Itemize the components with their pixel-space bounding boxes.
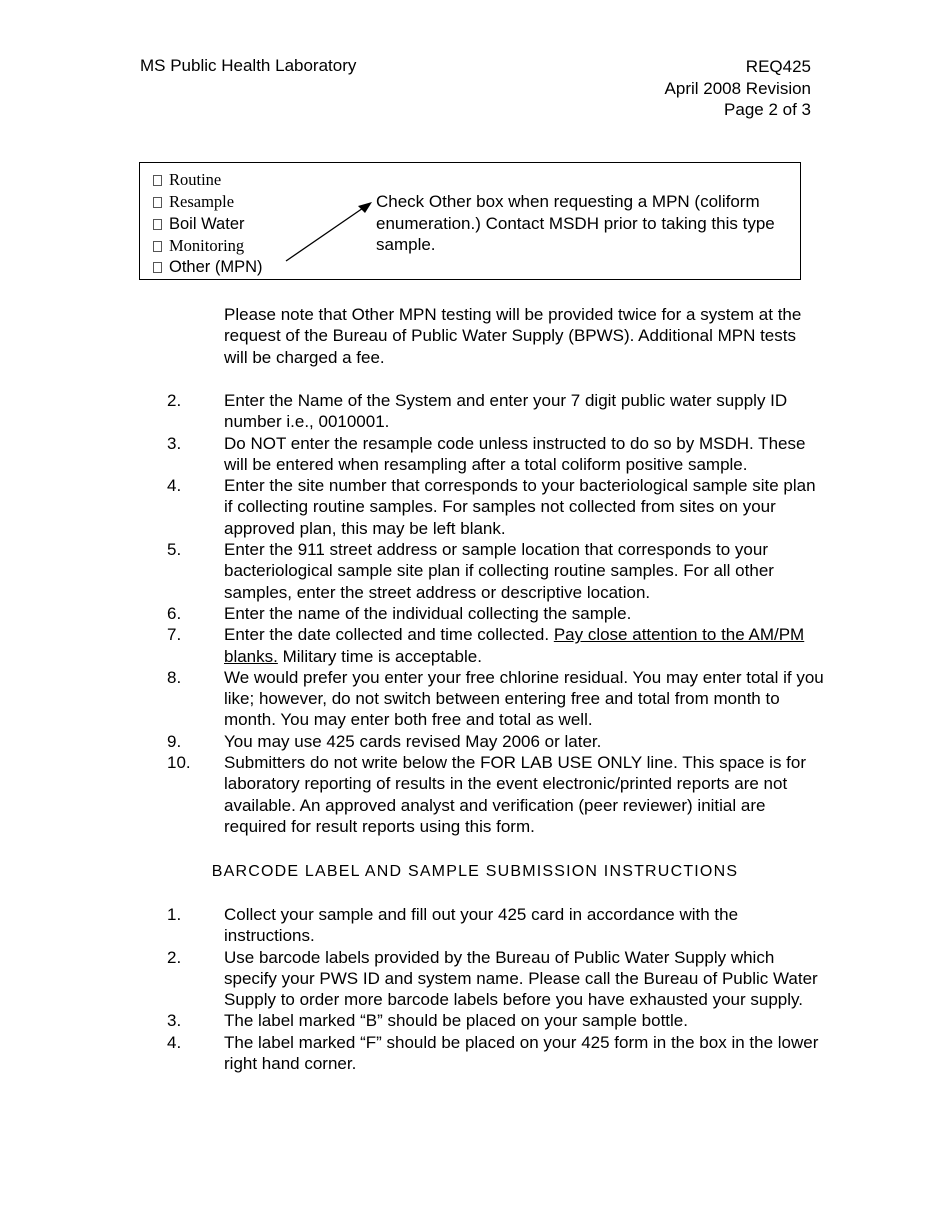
list-item — [167, 603, 827, 624]
option-routine — [153, 169, 263, 191]
item-number: 9. — [167, 731, 182, 751]
item-text: You may use 425 cards revised May 2006 or later. — [224, 731, 602, 751]
item-text: The label marked “B” should be placed on your sample bottle. — [224, 1011, 688, 1031]
option-label: Routine — [169, 170, 222, 189]
item-text: We would prefer you enter your free chlorine residual. You may enter total if you like; however, do not switch between entering free and total from month to month. You may enter both free and total as well. — [224, 667, 824, 730]
option-label: Other (MPN) — [169, 258, 263, 277]
list-item — [167, 433, 827, 476]
list-item — [167, 752, 827, 837]
item-number: 3. — [167, 1011, 182, 1031]
list-item — [167, 539, 827, 603]
item-number: 6. — [167, 603, 182, 623]
item-text: Use barcode labels provided by the Bureau of Public Water Supply which specify your PWS ID and system name. Please call the Bureau of Public Water Supply to order more barcode labels before you have exhausted your supply. — [224, 947, 818, 1010]
item-text-before: Enter the date collected and time collected. — [224, 625, 554, 645]
revision-date: April 2008 Revision — [664, 78, 811, 98]
instruction-list — [167, 390, 827, 837]
item-number: 2. — [167, 947, 182, 967]
list-item — [167, 667, 827, 731]
list-item — [167, 1010, 827, 1031]
barcode-instruction-list — [167, 904, 827, 1074]
option-label: Boil Water — [169, 214, 245, 233]
list-item — [167, 731, 827, 752]
option-label: Resample — [169, 192, 235, 212]
item-text: Enter the name of the individual collecting the sample. — [224, 603, 632, 623]
list-item — [167, 947, 827, 1011]
item-text: Enter the site number that corresponds to your bacteriological sample site plan if collecting routine samples. For samples not collected from sites on your approved plan, this may be left blank. — [224, 476, 816, 538]
page-number: Page 2 of 3 — [724, 100, 811, 119]
item-number: 3. — [167, 433, 182, 453]
mpn-note: Please note that Other MPN testing will be provided twice for a system at the request of the Bureau of Public Water Supply (BPWS). Additional MPN tests will be charged a fee. — [224, 305, 802, 367]
lab-name: MS Public Health Laboratory — [140, 56, 357, 75]
sample-type-options — [153, 169, 263, 278]
option-resample — [153, 191, 263, 213]
item-text: Collect your sample and fill out your 425 card in accordance with the instructions. — [224, 905, 739, 946]
arrow-icon — [280, 198, 380, 268]
list-item — [167, 1032, 827, 1075]
item-text: Enter the Name of the System and enter your 7 digit public water supply ID number i.e., 0010001. — [224, 391, 788, 432]
item-text-after: Military time is acceptable. — [277, 646, 482, 666]
item-number: 4. — [167, 1032, 182, 1052]
item-text: The label marked “F” should be placed on your 425 form in the box in the lower right hand corner. — [224, 1032, 819, 1074]
item-text: Submitters do not write below the FOR LAB USE ONLY line. This space is for laboratory reporting of results in the event electronic/printed reports are not available. An approved analyst and verification (peer reviewer) initial are required for result reports using this form. — [224, 753, 807, 836]
item-text: Do NOT enter the resample code unless instructed to do so by MSDH. These will be entered when resampling after a total coliform positive sample. — [224, 433, 806, 474]
option-label: Monitoring — [169, 235, 245, 255]
option-boil-water — [153, 214, 263, 235]
item-number: 8. — [167, 667, 182, 687]
sample-type-box — [139, 162, 801, 280]
item-number: 1. — [167, 905, 182, 924]
option-other-mpn — [153, 257, 263, 278]
checkbox-icon — [153, 241, 162, 252]
item-number: 7. — [167, 625, 182, 645]
list-item — [167, 475, 827, 539]
list-item — [167, 390, 827, 433]
item-number: 2. — [167, 391, 182, 410]
item-number: 4. — [167, 476, 182, 496]
list-item — [167, 624, 827, 667]
checkbox-icon — [153, 219, 162, 230]
form-header-right — [665, 56, 811, 121]
item-text: Enter the 911 street address or sample location that corresponds to your bacteriological sample site plan if collecting routine samples. For all other samples, enter the street address or descriptive location. — [224, 540, 774, 602]
checkbox-icon — [153, 197, 162, 208]
list-item — [167, 904, 827, 947]
option-monitoring — [153, 235, 263, 257]
checkbox-icon — [153, 175, 162, 186]
am-pm-warning: Pay close attention to the AM/PM blanks. — [224, 625, 805, 666]
barcode-section-heading: BARCODE LABEL AND SAMPLE SUBMISSION INSTRUCTIONS — [211, 863, 739, 880]
item-number: 5. — [167, 540, 182, 560]
form-id: REQ425 — [745, 57, 811, 76]
mpn-box-note: Check Other box when requesting a MPN (coliform enumeration.) Contact MSDH prior to taking this type sample. — [376, 192, 775, 254]
item-number: 10. — [167, 753, 191, 773]
checkbox-icon — [153, 262, 162, 273]
